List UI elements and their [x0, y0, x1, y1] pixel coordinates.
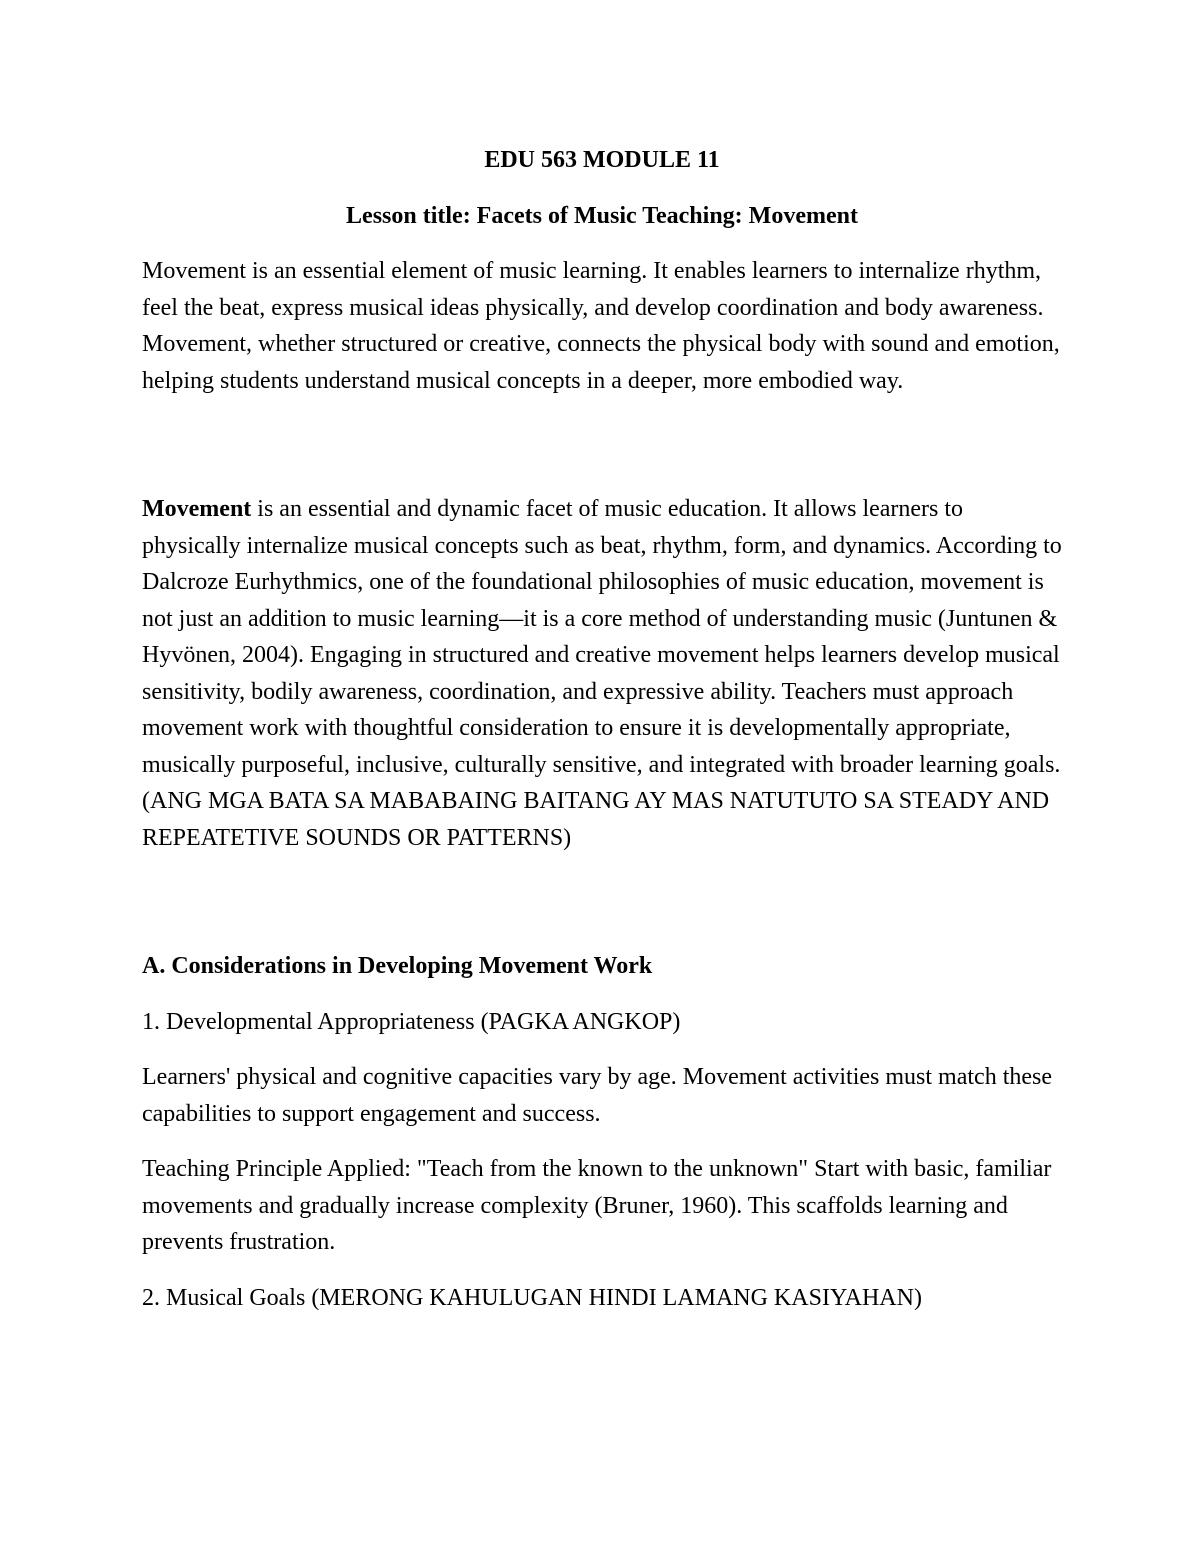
- section-a-heading: A. Considerations in Developing Movement Work: [142, 953, 653, 979]
- item-2-heading: 2. Musical Goals (MERONG KAHULUGAN HINDI LAMANG KASIYAHAN): [142, 1284, 922, 1311]
- document-title: EDU 563 MODULE 11: [484, 147, 720, 173]
- movement-bold-term: Movement: [142, 496, 252, 522]
- movement-paragraph: [142, 491, 1062, 856]
- movement-paragraph-text: is an essential and dynamic facet of music education. It allows learners to physically internalize musical concepts such as beat, rhythm, form, and dynamics. According to Dalcroze Eurhythmics, one of the foundational philosophies of music education, movement is not just an addition to music learning—it is a core method of understanding music (Juntunen & Hyvönen, 2004). Engaging in structured and creative movement helps learners develop musical sensitivity, bodily awareness, coordination, and expressive ability. Teachers must approach movement work with thoughtful consideration to ensure it is developmentally appropriate, musically purposeful, inclusive, culturally sensitive, and integrated with broader learning goals. (ANG MGA BATA SA MABABAING BAITANG AY MAS NATUTUTO SA STEADY AND REPEATETIVE SOUNDS OR PATTERNS): [142, 496, 1062, 851]
- item-1-paragraph: Learners' physical and cognitive capacities vary by age. Movement activities must match these capabilities to support engagement and success.: [142, 1064, 1053, 1127]
- lesson-title: Lesson title: Facets of Music Teaching: Movement: [346, 202, 858, 229]
- item-1-heading: 1. Developmental Appropriateness (PAGKA ANGKOP): [142, 1008, 681, 1035]
- document-page: [142, 142, 1062, 1335]
- intro-paragraph: Movement is an essential element of music learning. It enables learners to internalize rhythm, feel the beat, express musical ideas physically, and develop coordination and body awareness. Movement, whether structured or creative, connects the physical body with sound and emotion, helping students understand musical concepts in a deeper, more embodied way.: [142, 258, 1060, 394]
- item-1-principle: Teaching Principle Applied: "Teach from the known to the unknown" Start with basic, familiar movements and gradually increase complexity (Bruner, 1960). This scaffolds learning and prevents frustration.: [142, 1156, 1052, 1255]
